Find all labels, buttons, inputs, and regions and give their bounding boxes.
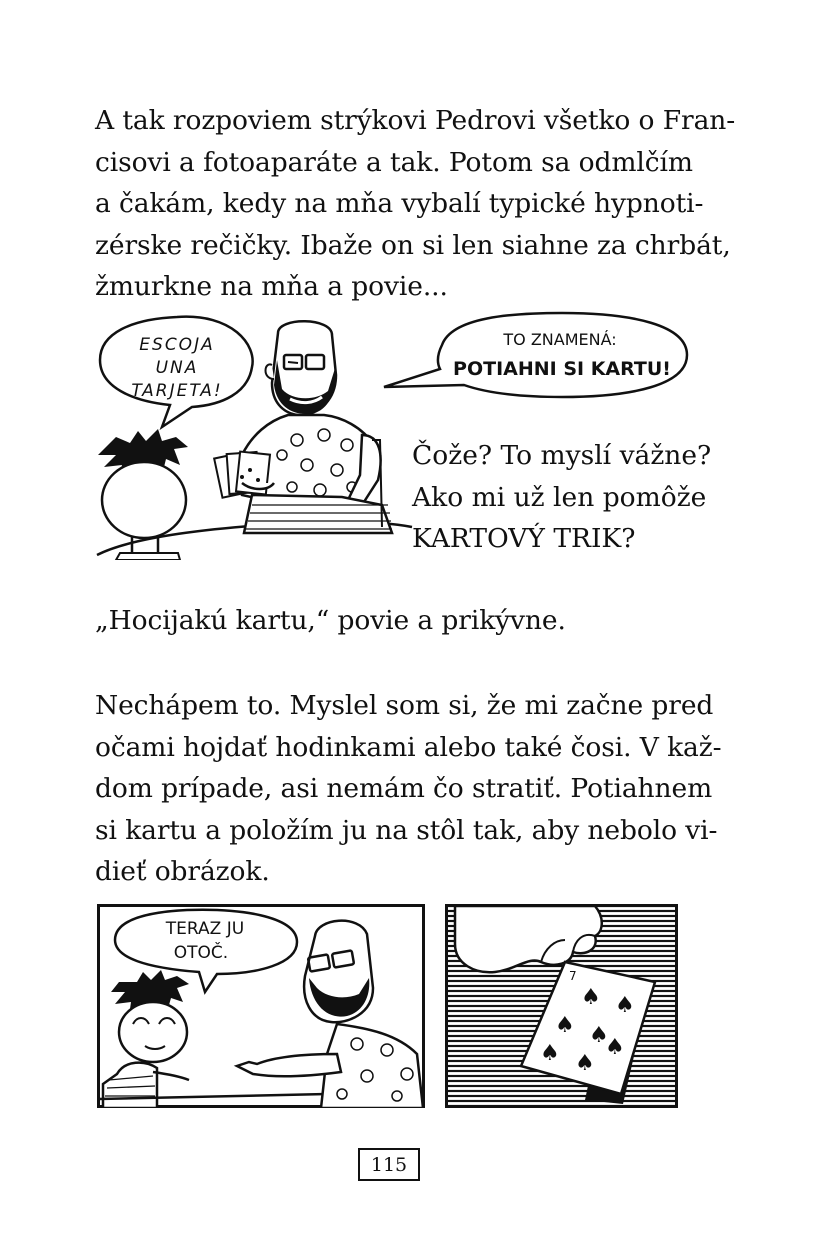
bubble-left-line: ESCOJA xyxy=(139,335,215,355)
side-paragraph xyxy=(412,435,712,560)
svg-text:♠: ♠ xyxy=(555,1013,575,1038)
speech-bubble-right xyxy=(384,313,687,397)
comic-panel-turn-it xyxy=(97,904,425,1108)
text-line: cisovi a fotoaparáte a tak. Potom sa odmlčím xyxy=(95,146,693,178)
text-line: Nechápem to. Myslel som si, že mi začne pred xyxy=(95,690,714,721)
text-line: Čože? To myslí vážne? xyxy=(412,440,712,471)
playing-cards-icon xyxy=(214,452,270,498)
text-line: zérske rečičky. Ibaže on si len siahne za chrbát, xyxy=(95,229,731,261)
bubble-left-line: UNA xyxy=(155,358,199,378)
bubble-line: OTOČ. xyxy=(173,943,229,963)
text-line: žmurkne na mňa a povie... xyxy=(95,271,448,302)
text-line: a čakám, kedy na mňa vybalí typické hypnoti- xyxy=(95,188,704,219)
paragraph-3 xyxy=(95,600,687,642)
paragraph-1 xyxy=(95,100,736,308)
text-line: dieť obrázok. xyxy=(95,856,270,887)
bubble-line: TERAZ JU xyxy=(165,919,245,939)
page-number: 115 xyxy=(358,1148,420,1181)
bubble-right-line1: TO ZNAMENÁ: xyxy=(503,330,617,349)
text-line: A tak rozpoviem strýkovi Pedrovi všetko o Fran- xyxy=(95,105,736,136)
paragraph-4 xyxy=(95,685,722,893)
text-line: očami hojdať hodinkami alebo také čosi. V kaž- xyxy=(95,731,722,763)
comic-panel-card-closeup xyxy=(445,904,678,1108)
svg-text:♠: ♠ xyxy=(615,993,635,1018)
text-line: „Hocijakú kartu,“ povie a prikývne. xyxy=(95,605,566,636)
speech-bubble-left xyxy=(100,317,253,427)
text-line: si kartu a položím ju na stôl tak, aby nebolo vi- xyxy=(95,814,718,846)
card-rank: 7 xyxy=(569,969,577,983)
svg-text:♠: ♠ xyxy=(589,1023,609,1048)
bubble-left-line: TARJETA! xyxy=(131,381,223,401)
svg-text:♠: ♠ xyxy=(581,985,601,1010)
text-line: Ako mi už len pomôže xyxy=(412,481,707,513)
text-line: KARTOVÝ TRIK? xyxy=(412,523,636,554)
svg-text:♠: ♠ xyxy=(575,1051,595,1076)
svg-text:♠: ♠ xyxy=(540,1041,560,1066)
svg-text:♠: ♠ xyxy=(605,1035,625,1060)
text-line: dom prípade, asi nemám čo stratiť. Potiahnem xyxy=(95,773,713,804)
bubble-right-line2: POTIAHNI SI KARTU! xyxy=(453,358,671,380)
